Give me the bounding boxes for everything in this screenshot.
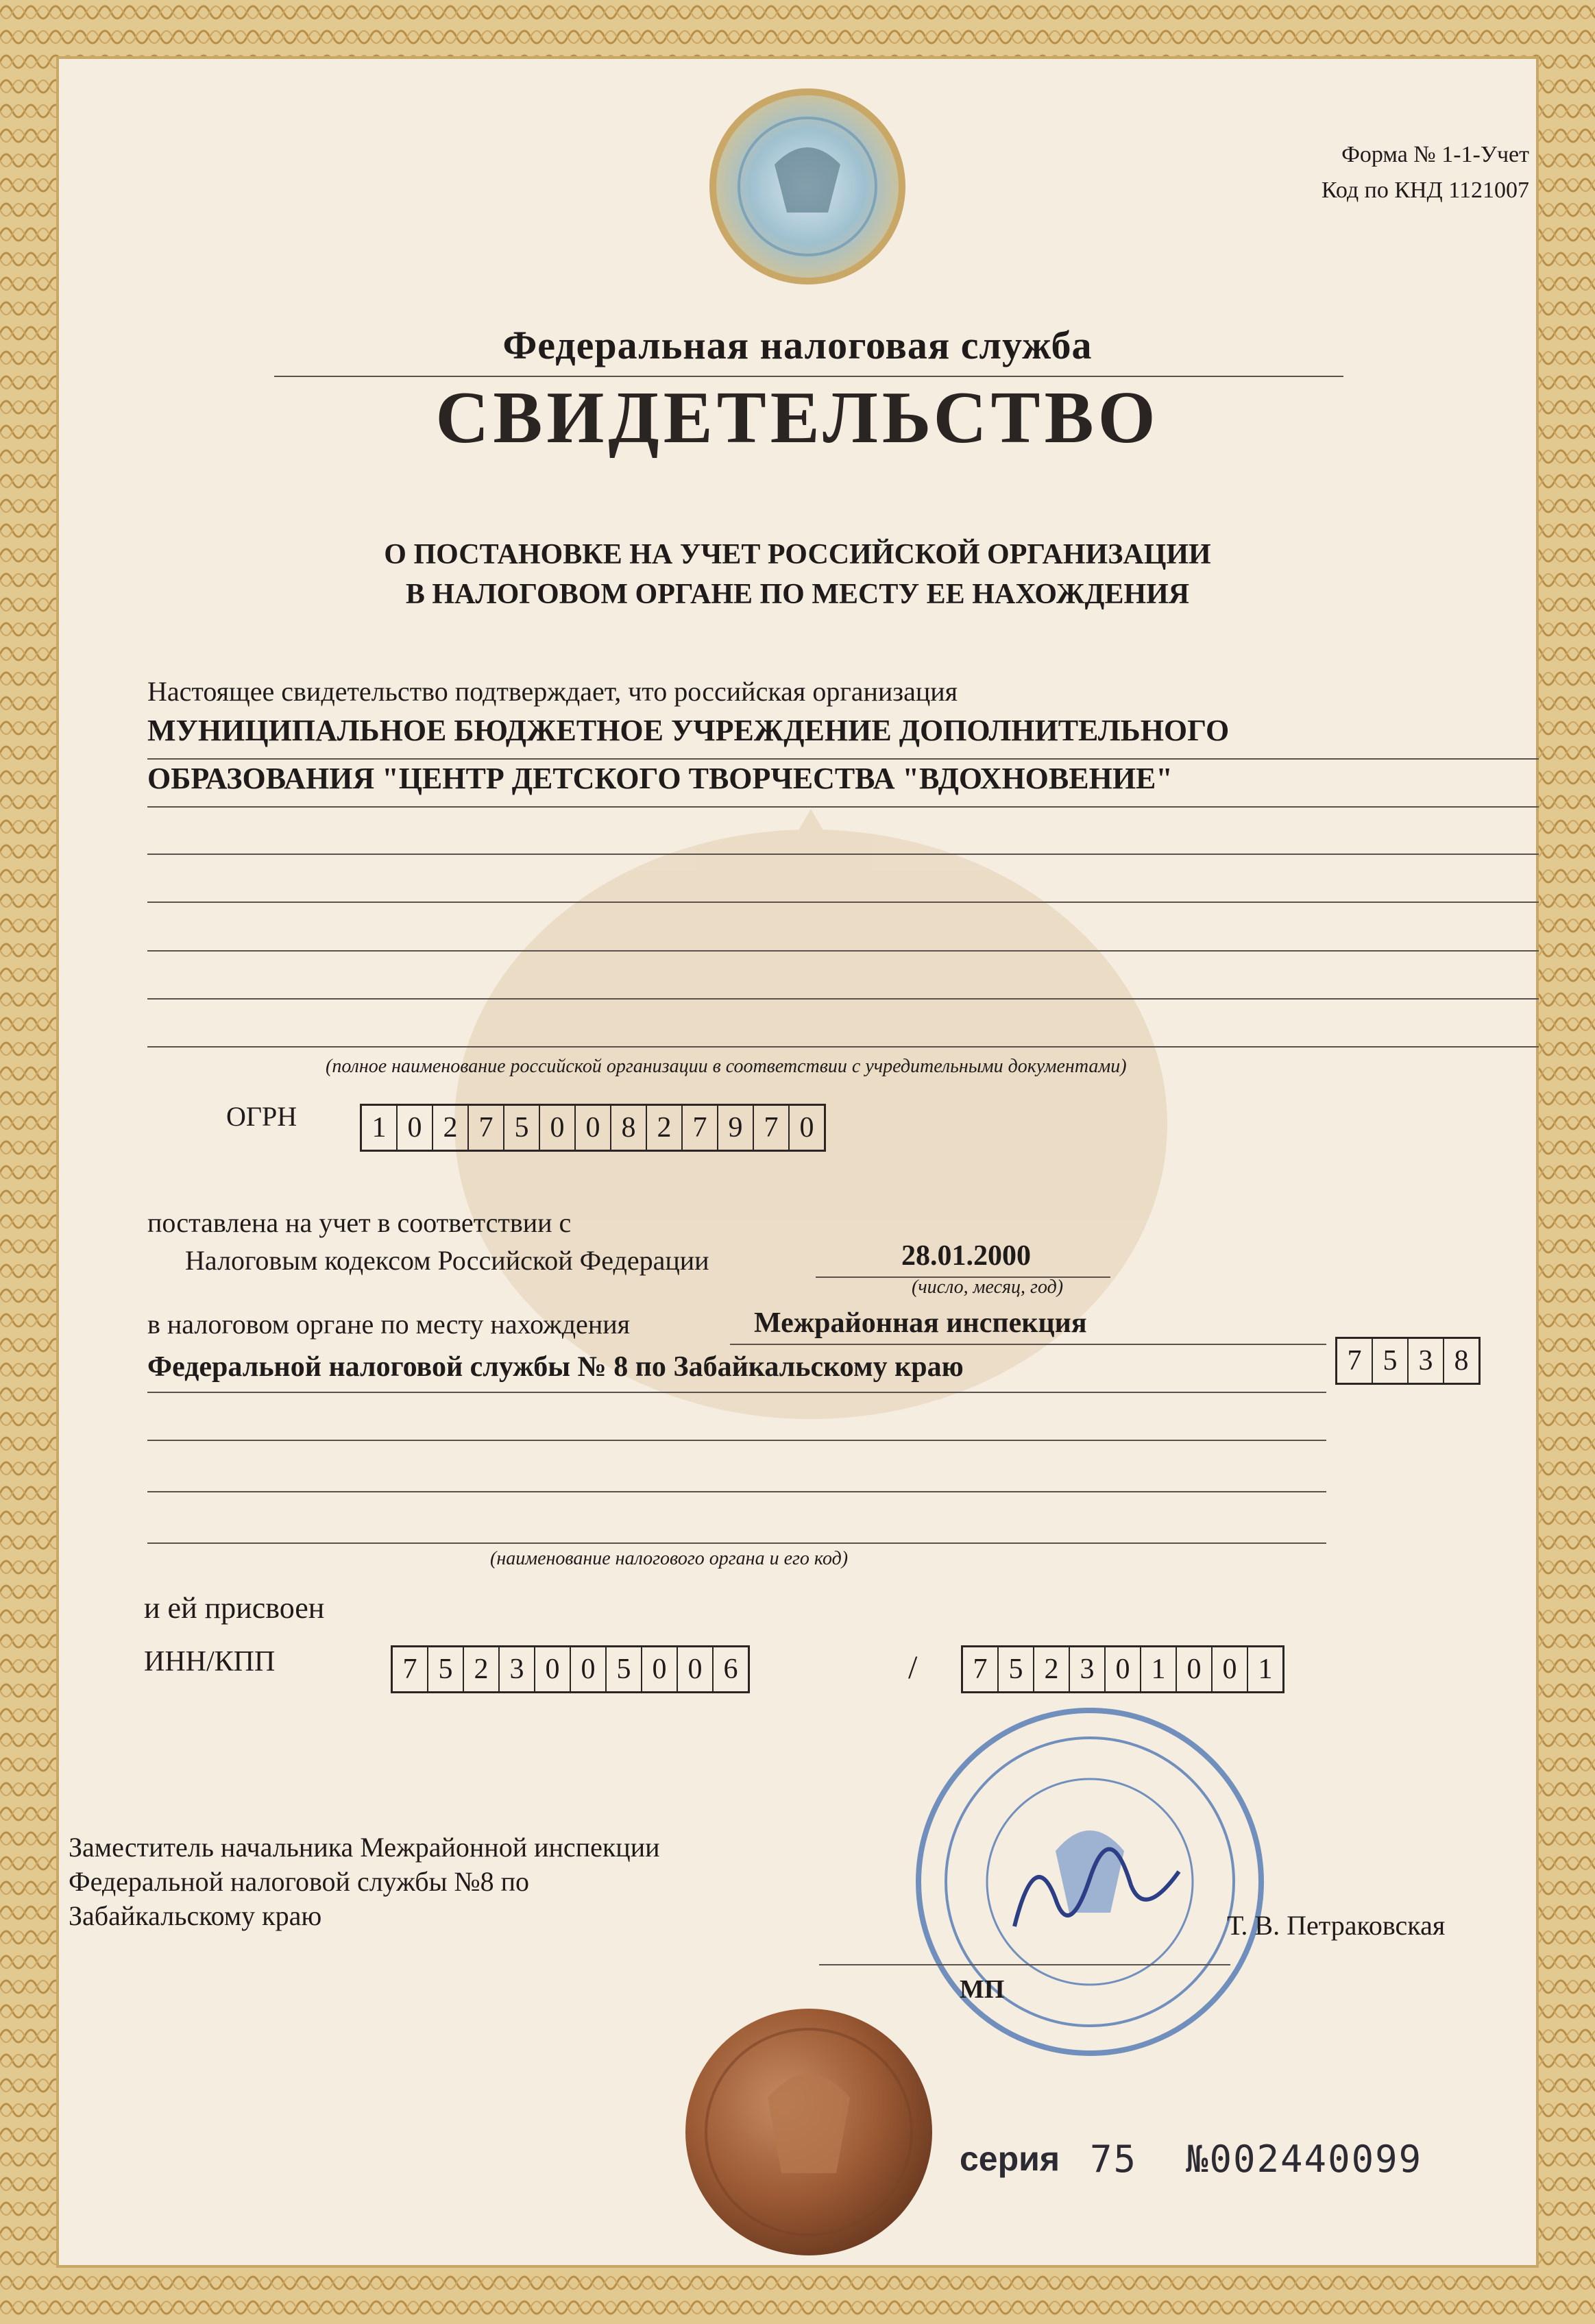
inn-digit: 5 bbox=[428, 1647, 464, 1691]
knd-code: Код по КНД 1121007 bbox=[1321, 178, 1529, 203]
kpp-digit: 7 bbox=[963, 1647, 999, 1691]
inn-digit: 5 bbox=[607, 1647, 642, 1691]
org-name-line-1: МУНИЦИПАЛЬНОЕ БЮДЖЕТНОЕ УЧРЕЖДЕНИЕ ДОПОЛНИТЕЛЬНОГО bbox=[147, 714, 1230, 747]
copper-seal bbox=[685, 2009, 932, 2255]
signatory-position-line-1: Заместитель начальника Межрайонной инспекции bbox=[69, 1832, 660, 1863]
kpp-digit: 1 bbox=[1141, 1647, 1177, 1691]
inn-digit: 0 bbox=[642, 1647, 678, 1691]
date-caption: (число, месяц, год) bbox=[912, 1276, 1064, 1298]
kpp-digit: 2 bbox=[1034, 1647, 1070, 1691]
ogrn-digit: 0 bbox=[540, 1106, 576, 1150]
ogrn-digit: 0 bbox=[799, 1112, 814, 1143]
authority-code-cells bbox=[1335, 1337, 1481, 1385]
ogrn-digit: 7 bbox=[683, 1106, 718, 1150]
authority-caption: (наименование налогового органа и его код) bbox=[490, 1548, 849, 1569]
authority-line-1: Межрайонная инспекция bbox=[754, 1307, 1087, 1339]
ogrn-digit: 7 bbox=[469, 1106, 504, 1150]
org-name-caption: (полное наименование российской организации в соответствии с учредительными документами) bbox=[326, 1056, 1127, 1077]
authority-code-digit: 5 bbox=[1373, 1339, 1409, 1383]
kpp-cells bbox=[961, 1645, 1284, 1693]
inn-digit: 3 bbox=[500, 1647, 535, 1691]
ogrn-digit: 7 bbox=[754, 1106, 790, 1150]
registration-line-2: Налоговым кодексом Российской Федерации bbox=[185, 1245, 709, 1276]
ogrn-digit: 0 bbox=[398, 1106, 433, 1150]
authority-code-digit: 8 bbox=[1454, 1345, 1469, 1377]
subtitle-line-2: В НАЛОГОВОМ ОРГАНЕ ПО МЕСТУ ЕЕ НАХОЖДЕНИЯ bbox=[405, 579, 1190, 610]
authority-prefix: в налоговом органе по месту нахождения bbox=[147, 1309, 631, 1340]
ogrn-digit: 2 bbox=[647, 1106, 683, 1150]
form-number: Форма № 1-1-Учет bbox=[1341, 142, 1529, 167]
authority-code-digit: 3 bbox=[1409, 1339, 1444, 1383]
inn-kpp-separator: / bbox=[908, 1649, 918, 1686]
subtitle-line-1: О ПОСТАНОВКЕ НА УЧЕТ РОССИЙСКОЙ ОРГАНИЗАЦИИ bbox=[384, 539, 1211, 570]
inn-digit: 0 bbox=[571, 1647, 607, 1691]
intro-text: Настоящее свидетельство подтверждает, что российская организация bbox=[147, 676, 958, 707]
document-title: СВИДЕТЕЛЬСТВО bbox=[435, 377, 1160, 459]
ogrn-digit: 8 bbox=[611, 1106, 647, 1150]
kpp-digit: 1 bbox=[1258, 1654, 1273, 1685]
registration-line-1: поставлена на учет в соответствии с bbox=[147, 1207, 572, 1238]
kpp-digit: 0 bbox=[1213, 1647, 1248, 1691]
hologram-emblem bbox=[713, 92, 902, 281]
inn-digit: 0 bbox=[535, 1647, 571, 1691]
signatory-position-line-2: Федеральной налоговой службы №8 по bbox=[69, 1866, 530, 1897]
series-value: 75 bbox=[1090, 2138, 1138, 2181]
inn-cells bbox=[391, 1645, 750, 1693]
series-label: серия bbox=[960, 2140, 1060, 2178]
signatory-name: Т. В. Петраковская bbox=[1227, 1910, 1446, 1941]
kpp-digit: 5 bbox=[999, 1647, 1034, 1691]
kpp-digit: 0 bbox=[1177, 1647, 1213, 1691]
inn-kpp-label: ИНН/КПП bbox=[144, 1646, 276, 1678]
inn-digit: 0 bbox=[678, 1647, 714, 1691]
signatory-position-line-3: Забайкальскому краю bbox=[69, 1900, 322, 1931]
seal-place: МП bbox=[960, 1975, 1005, 2004]
ogrn-digit: 2 bbox=[433, 1106, 469, 1150]
authority-line-2: Федеральной налоговой службы № 8 по Забайкальскому краю bbox=[147, 1351, 964, 1383]
org-name-line-2: ОБРАЗОВАНИЯ "ЦЕНТР ДЕТСКОГО ТВОРЧЕСТВА "ВДОХНОВЕНИЕ" bbox=[147, 762, 1173, 795]
authority-code-digit: 7 bbox=[1337, 1339, 1373, 1383]
inn-digit: 6 bbox=[723, 1654, 738, 1685]
registration-date: 28.01.2000 bbox=[901, 1240, 1031, 1272]
ogrn-digit: 5 bbox=[504, 1106, 540, 1150]
ogrn-digit: 0 bbox=[576, 1106, 611, 1150]
serial-number: №002440099 bbox=[1186, 2138, 1423, 2181]
ogrn-digit: 1 bbox=[362, 1106, 398, 1150]
kpp-digit: 0 bbox=[1106, 1647, 1141, 1691]
inn-digit: 2 bbox=[464, 1647, 500, 1691]
service-name: Федеральная налоговая служба bbox=[502, 323, 1093, 367]
ogrn-cells bbox=[360, 1104, 826, 1152]
ogrn-label: ОГРН bbox=[226, 1101, 297, 1132]
inn-digit: 7 bbox=[393, 1647, 428, 1691]
assigned-label: и ей присвоен bbox=[144, 1591, 325, 1625]
kpp-digit: 3 bbox=[1070, 1647, 1106, 1691]
ogrn-digit: 9 bbox=[718, 1106, 754, 1150]
